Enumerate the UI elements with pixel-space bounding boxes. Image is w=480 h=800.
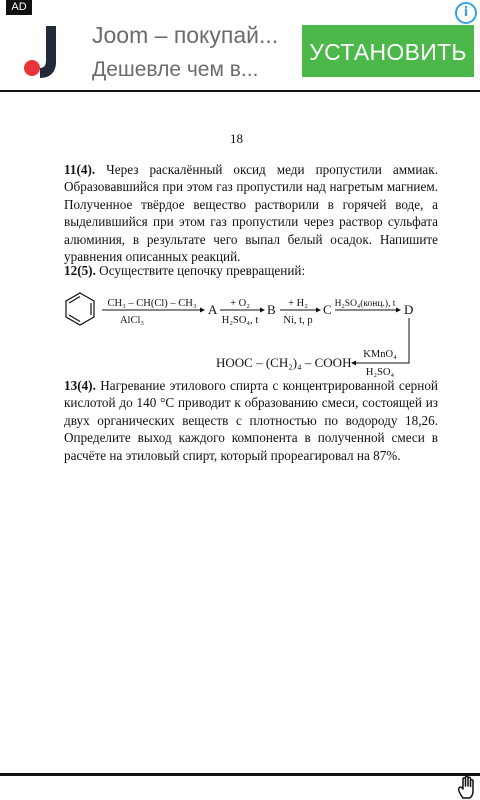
top-divider: [0, 90, 480, 92]
problem-13-text: Нагревание этилового спирта с концентрированной серной кислотой до 140 °С приводит к образованию смеси, состоящей из двух органических веществ с плотностью по водороду 18,26. Определите выход каждого компонента в полученной смеси в расчёте на этиловый спирт, который прореагировал на 87%.: [64, 378, 438, 463]
problem-11: [64, 161, 438, 265]
arrow-1-reagent: CH₃ – CH(Cl) – CH₃: [107, 298, 197, 309]
arrow-2-conditions: H₂SO₄, t: [221, 315, 259, 326]
problem-13: [64, 377, 438, 464]
ad-badge: AD: [6, 0, 32, 15]
benzene-ring-icon: [66, 293, 94, 325]
bottom-divider: [0, 773, 480, 776]
arrow-3-reagent: + H₂: [288, 298, 308, 309]
problem-12: [64, 262, 438, 279]
ad-subtitle[interactable]: Дешевле чем в...: [92, 58, 259, 81]
problem-12-text: Осуществите цепочку превращений:: [95, 263, 306, 278]
page-number: 18: [230, 131, 243, 146]
problem-12-number: 12(5).: [64, 263, 96, 278]
ad-title[interactable]: Joom – покупай...: [92, 22, 279, 48]
problem-11-number: 11(4).: [64, 162, 96, 177]
arrow-2-reagent: + O₂: [230, 298, 250, 309]
arrow-5-reagent: KMnO₄: [363, 349, 397, 360]
arrow-4-conditions: H₂SO₄(конц.), t: [334, 299, 396, 309]
reaction-scheme: [60, 287, 440, 379]
adipic-acid: HOOC – (CH₂)₄ – COOH: [216, 355, 352, 370]
compound-d: D: [404, 302, 414, 317]
compound-b: B: [267, 302, 276, 317]
hand-pointer-icon[interactable]: [456, 774, 480, 800]
compound-a: A: [208, 302, 218, 317]
info-icon[interactable]: i: [455, 2, 477, 24]
arrow-3-conditions: Ni, t, p: [283, 315, 313, 326]
arrow-5-medium: H₂SO₄: [365, 367, 395, 378]
problem-11-text: Через раскалённый оксид меди пропустили аммиак. Образовавшийся при этом газ пропустили над нагретым магнием. Полученное твёрдое вещество растворили в горячей воде, а выделившийся при этом газ пропустили через раствор сульфата алюминия, в результате чего выпал белый осадок. Напишите уравнения описанных реакций.: [64, 162, 438, 265]
joom-logo-icon[interactable]: [22, 24, 62, 80]
compound-c: C: [323, 302, 332, 317]
problem-13-number: 13(4).: [64, 378, 96, 393]
install-button[interactable]: УСТАНОВИТЬ: [302, 25, 474, 77]
arrow-1-catalyst: AlCl₃: [119, 315, 145, 326]
ad-banner[interactable]: [0, 0, 480, 92]
